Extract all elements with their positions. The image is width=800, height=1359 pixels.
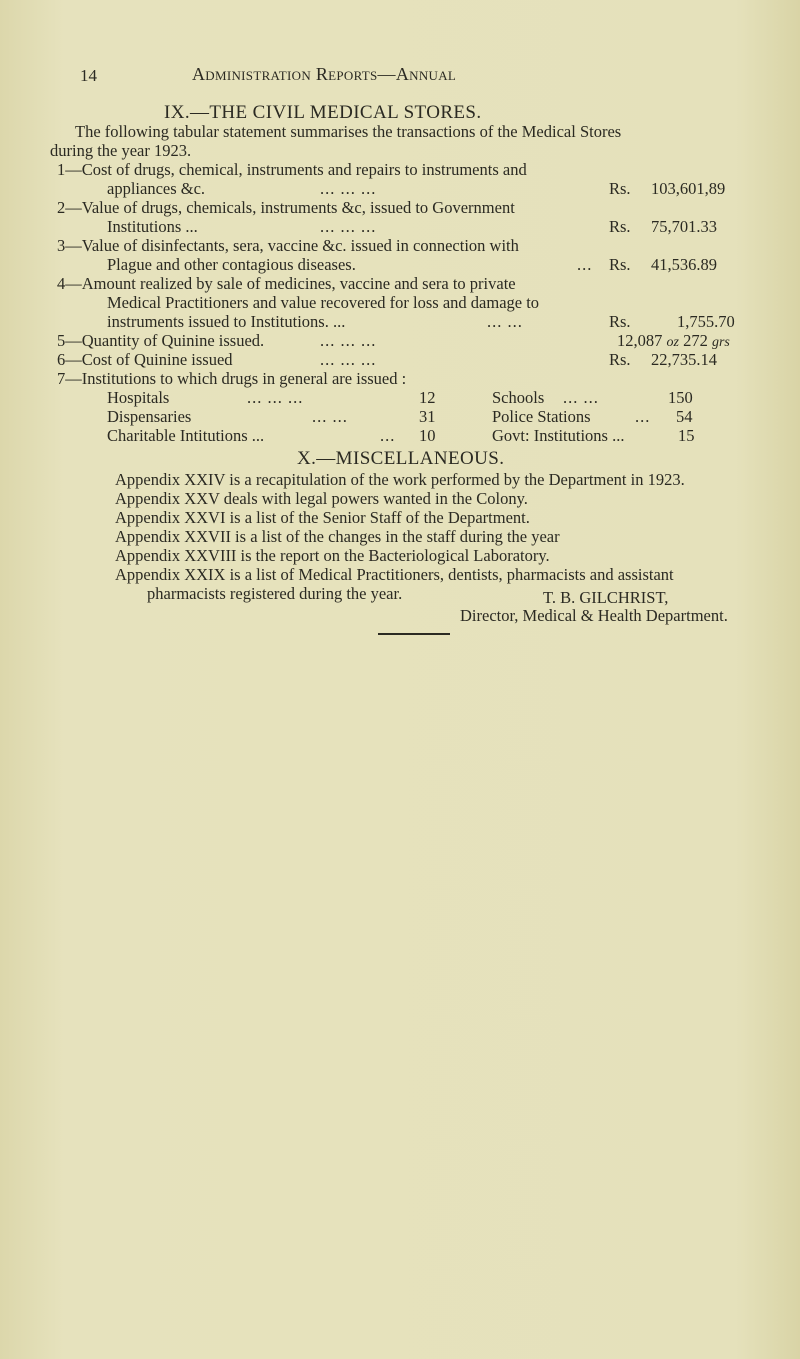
section-x-title: X.—MISCELLANEOUS.	[297, 448, 505, 469]
item-1-value: 103,601,89	[651, 179, 726, 198]
signature-name: T. B. GILCHRIST,	[543, 588, 669, 607]
inst-charitable-count: 10	[419, 426, 436, 445]
item-4-line-2: Medical Practitioners and value recovered for loss and damage to	[107, 293, 540, 312]
item-4-line-1: 4—Amount realized by sale of medicines, vaccine and sera to private	[57, 274, 516, 293]
item-2-leaders: ... ... ...	[320, 217, 377, 236]
appendix-xxvii: Appendix XXVII is a list of the changes in the staff during the year	[115, 527, 560, 546]
section-ix-title: IX.—THE CIVIL MEDICAL STORES.	[164, 102, 482, 123]
intro-line-1: The following tabular statement summarises the transactions of the Medical Stores	[75, 122, 622, 141]
appendix-xxviii: Appendix XXVIII is the report on the Bacteriological Laboratory.	[115, 546, 550, 565]
item-1-currency: Rs.	[609, 179, 631, 198]
inst-schools-count: 150	[668, 388, 693, 407]
inst-police-leaders: ...	[635, 407, 651, 426]
section-end-rule	[378, 633, 450, 635]
quinine-oz-unit: oz	[666, 335, 679, 350]
item-2-value: 75,701.33	[651, 217, 717, 236]
inst-govt-count: 15	[678, 426, 695, 445]
item-6-leaders: ... ... ...	[320, 350, 377, 369]
signature-title: Director, Medical & Health Department.	[460, 606, 728, 625]
item-6-line-1: 6—Cost of Quinine issued	[57, 350, 233, 369]
item-6-value: 22,735.14	[651, 350, 717, 369]
inst-dispensaries-leaders: ... ...	[312, 407, 348, 426]
item-1-leaders: ... ... ...	[320, 179, 377, 198]
item-3-currency: Rs.	[609, 255, 631, 274]
appendix-xxvi: Appendix XXVI is a list of the Senior Staff of the Department.	[115, 508, 530, 527]
inst-dispensaries-count: 31	[419, 407, 436, 426]
inst-police-count: 54	[676, 407, 693, 426]
inst-schools-leaders: ... ...	[563, 388, 599, 407]
intro-line-2: during the year 1923.	[50, 141, 192, 160]
quinine-grs-unit: grs	[711, 335, 730, 350]
item-4-value: 1,755.70	[677, 312, 735, 331]
item-4-leaders: ... ...	[487, 312, 523, 331]
item-2-line-2: Institutions ...	[107, 217, 198, 236]
item-3-line-2: Plague and other contagious diseases.	[107, 255, 356, 274]
item-2-currency: Rs.	[609, 217, 631, 236]
item-4-currency: Rs.	[609, 312, 631, 331]
item-3-value: 41,536.89	[651, 255, 717, 274]
appendix-xxix-cont: pharmacists registered during the year.	[147, 584, 403, 603]
inst-schools-name: Schools	[492, 388, 545, 407]
running-head: Administration Reports—Annual	[192, 64, 457, 84]
quinine-oz-value: 12,087	[617, 331, 663, 350]
item-2-line-1: 2—Value of drugs, chemicals, instruments &c, issued to Government	[57, 198, 515, 217]
inst-govt-name: Govt: Institutions ...	[492, 426, 625, 445]
item-1-line-1: 1—Cost of drugs, chemical, instruments and repairs to instruments and	[57, 160, 527, 179]
item-7-heading: 7—Institutions to which drugs in general are issued :	[57, 369, 407, 388]
item-3-line-1: 3—Value of disinfectants, sera, vaccine &c. issued in connection with	[57, 236, 519, 255]
item-1-line-2: appliances &c.	[107, 179, 206, 198]
inst-charitable-name: Charitable Intitutions ...	[107, 426, 265, 445]
inst-dispensaries-name: Dispensaries	[107, 407, 192, 426]
item-5-leaders: ... ... ...	[320, 331, 377, 350]
appendix-xxix: Appendix XXIX is a list of Medical Practitioners, dentists, pharmacists and assistant	[115, 565, 674, 584]
inst-hospitals-leaders: ... ... ...	[247, 388, 304, 407]
appendix-xxv: Appendix XXV deals with legal powers wanted in the Colony.	[115, 489, 528, 508]
item-4-line-3: instruments issued to Institutions. ...	[107, 312, 346, 331]
inst-police-name: Police Stations	[492, 407, 591, 426]
inst-hospitals-count: 12	[419, 388, 436, 407]
quinine-grs-value: 272	[683, 331, 708, 350]
item-6-currency: Rs.	[609, 350, 631, 369]
inst-hospitals-name: Hospitals	[107, 388, 170, 407]
item-3-leaders: ...	[577, 255, 593, 274]
item-5-line-1: 5—Quantity of Quinine issued.	[57, 331, 265, 350]
item-5-value	[617, 331, 730, 351]
page-number: 14	[80, 66, 97, 85]
inst-charitable-leaders: ...	[380, 426, 396, 445]
appendix-xxiv: Appendix XXIV is a recapitulation of the work performed by the Department in 1923.	[115, 470, 685, 489]
